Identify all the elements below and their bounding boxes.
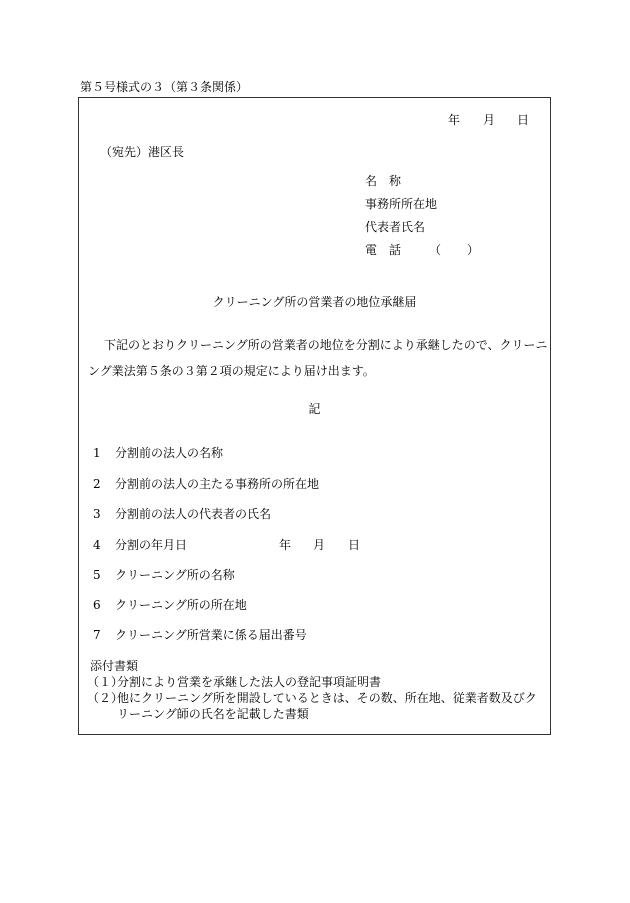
date-year-label: 年: [448, 113, 461, 127]
item-label: 分割前の法人の名称: [115, 446, 224, 460]
list-item: [79, 599, 550, 613]
form-number: 第５号様式の３（第３条関係）: [80, 80, 249, 94]
item-number: 2: [93, 477, 101, 491]
applicant-representative-label: 代表者氏名: [365, 220, 426, 234]
item-label: クリーニング所の所在地: [115, 598, 247, 612]
item-label: クリーニング所営業に係る届出番号: [115, 628, 307, 642]
list-item: [79, 569, 550, 583]
attachment-number: （２）: [87, 691, 124, 705]
item-number: 6: [93, 598, 101, 612]
document-title: クリーニング所の営業者の地位承継届: [212, 295, 417, 309]
item-number: 7: [93, 628, 101, 642]
body-line-2: ング業法第５条の３第２項の規定により届け出ます。: [88, 364, 375, 378]
attachment-text-continued: リーニング師の氏名を記載した書類: [117, 707, 309, 721]
addressee: （宛先）港区長: [100, 145, 185, 159]
date-day-label: 日: [517, 113, 530, 127]
attachment-item: [79, 692, 550, 706]
item-number: 4: [93, 538, 101, 552]
list-item: [79, 447, 550, 461]
ki-heading: 記: [308, 402, 321, 416]
attachment-item: [79, 676, 550, 690]
form-frame: [78, 97, 551, 735]
item-label: 分割前の法人の主たる事務所の所在地: [115, 477, 320, 491]
item-label: 分割の年月日: [115, 538, 188, 552]
date-month-label: 月: [483, 113, 496, 127]
body-line-1: 下記のとおりクリーニング所の営業者の地位を分割により承継したので、クリーニ: [104, 338, 548, 352]
item-year-label: 年: [279, 538, 292, 552]
date-line: [79, 114, 550, 128]
attachment-number: （１）: [87, 675, 124, 689]
applicant-office-address-label: 事務所所在地: [365, 197, 438, 211]
item-label: クリーニング所の名称: [115, 568, 235, 582]
list-item: [79, 629, 550, 643]
applicant-phone-label: 電 話: [365, 243, 402, 257]
item-number: 3: [93, 507, 101, 521]
phone-paren-open: （: [429, 243, 442, 257]
attachment-text: 他にクリーニング所を開設しているときは、その数、所在地、従業者数及びク: [117, 691, 537, 705]
applicant-name-label: 名 称: [365, 174, 402, 188]
item-month-label: 月: [313, 538, 326, 552]
item-number: 5: [93, 568, 101, 582]
applicant-phone-line: [79, 244, 550, 258]
list-item: [79, 508, 550, 522]
item-label: 分割前の法人の代表者の氏名: [115, 507, 272, 521]
list-item: [79, 478, 550, 492]
item-day-label: 日: [348, 538, 361, 552]
attachments-heading: 添付書類: [90, 659, 139, 673]
item-number: 1: [93, 446, 101, 460]
phone-paren-close: ）: [467, 243, 480, 257]
list-item: [79, 539, 550, 553]
attachment-text: 分割により営業を承継した法人の登記事項証明書: [117, 675, 382, 689]
